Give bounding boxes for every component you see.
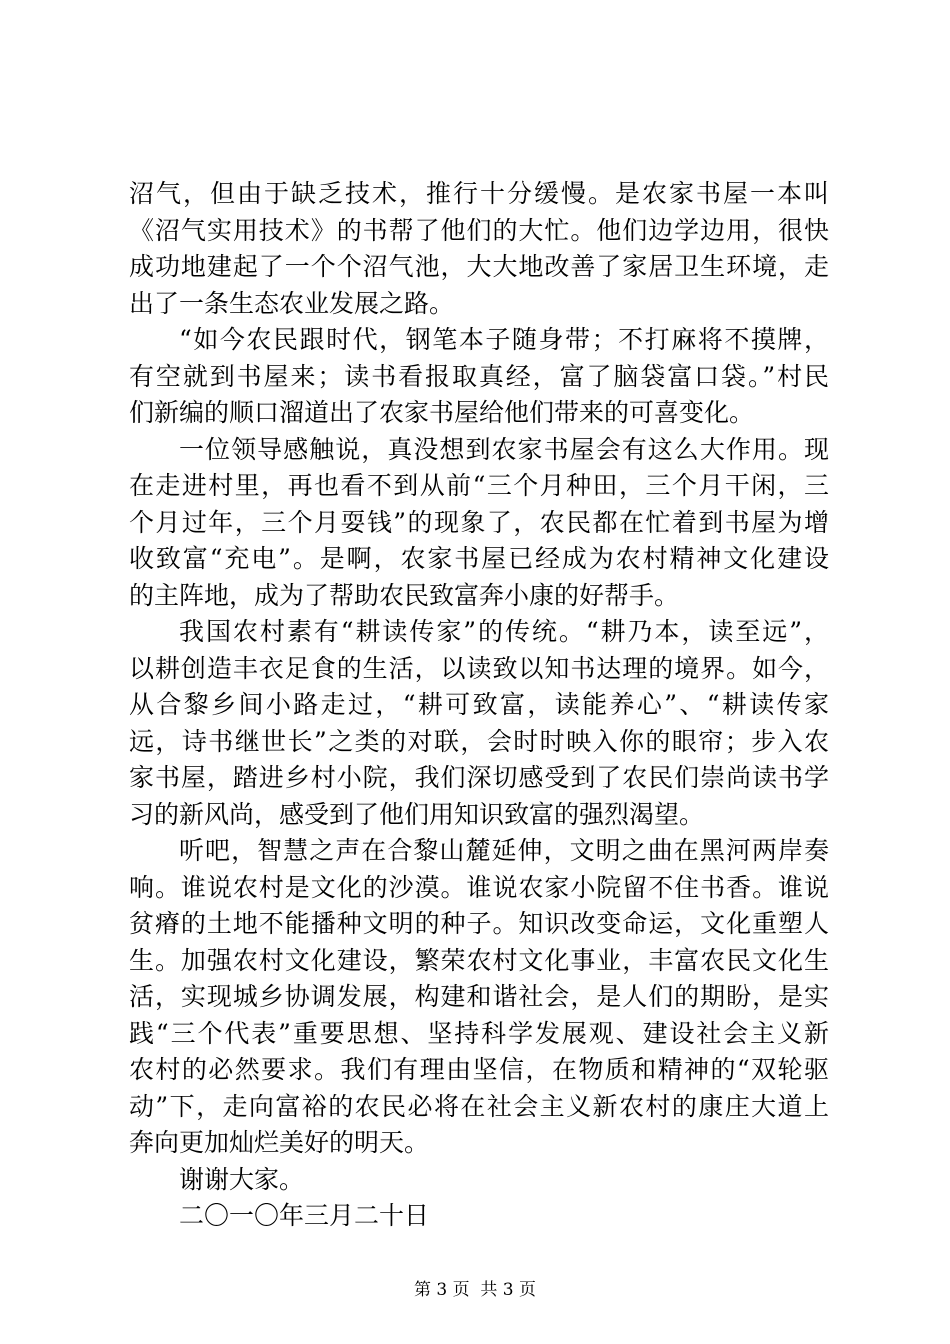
text-line: 贫瘠的土地不能播种文明的种子。知识改变命运，文化重塑人	[129, 909, 829, 938]
paragraph	[129, 1198, 829, 1235]
text-line: 习的新风尚，感受到了他们用知识致富的强烈渴望。	[129, 799, 705, 829]
text-line: 农村的必然要求。我们有理由坚信，在物质和精神的“双轮驱	[129, 1055, 829, 1084]
text-line: 《沼气实用技术》的书帮了他们的大忙。他们边学边用，很快	[129, 215, 829, 245]
text-line: 有空就到书屋来；读书看报取真经，富了脑袋富口袋。”村民	[129, 361, 829, 391]
paragraph	[129, 322, 829, 432]
document-body	[129, 176, 829, 1235]
page-footer: 第 3 页 共 3 页	[413, 1280, 537, 1300]
text-line: 远，诗书继世长”之类的对联，会时时映入你的眼帘；步入农	[129, 726, 829, 756]
text-line: 个月过年，三个月耍钱”的现象了，农民都在忙着到书屋为增	[129, 507, 829, 537]
text-line: 从合黎乡间小路走过，“耕可致富，读能养心”、“耕读传家	[129, 690, 829, 719]
text-line: “如今农民跟时代，钢笔本子随身带；不打麻将不摸牌，	[179, 325, 829, 354]
text-line: 一位领导感触说，真没想到农家书屋会有这么大作用。现	[179, 434, 829, 464]
text-line: 活，实现城乡协调发展，构建和谐社会，是人们的期盼，是实	[129, 982, 829, 1011]
text-line: 家书屋，踏进乡村小院，我们深切感受到了农民们崇尚读书学	[129, 763, 829, 792]
paragraph	[129, 614, 829, 833]
text-line: 奔向更加灿烂美好的明天。	[129, 1128, 430, 1157]
text-line: 谢谢大家。	[179, 1164, 305, 1194]
text-line: 的主阵地，成为了帮助农民致富奔小康的好帮手。	[129, 580, 680, 610]
text-line: 在走进村里，再也看不到从前“三个月种田，三个月干闲，三	[129, 471, 829, 500]
paragraph	[129, 833, 829, 1162]
paragraph	[129, 176, 829, 322]
text-line: 践“三个代表”重要思想、坚持科学发展观、建设社会主义新	[129, 1018, 829, 1048]
text-line: 沼气，但由于缺乏技术，推行十分缓慢。是农家书屋一本叫	[129, 179, 829, 208]
text-line: 响。谁说农村是文化的沙漠。谁说农家小院留不住书香。谁说	[129, 872, 829, 902]
text-line: 二〇一〇年三月二十日	[179, 1201, 430, 1230]
paragraph	[129, 1162, 829, 1199]
text-line: 听吧，智慧之声在合黎山麓延伸，文明之曲在黑河两岸奏	[179, 836, 829, 865]
text-line: 出了一条生态农业发展之路。	[129, 288, 455, 318]
text-line: 我国农村素有“耕读传家”的传统。“耕乃本，读至远”，	[179, 617, 829, 646]
text-line: 生。加强农村文化建设，繁荣农村文化事业，丰富农民文化生	[129, 945, 829, 975]
text-line: 成功地建起了一个个沼气池，大大地改善了家居卫生环境，走	[129, 252, 829, 281]
text-line: 以耕创造丰衣足食的生活，以读致以知书达理的境界。如今，	[129, 653, 829, 683]
text-line: 动”下，走向富裕的农民必将在社会主义新农村的康庄大道上	[129, 1091, 829, 1121]
text-line: 们新编的顺口溜道出了农家书屋给他们带来的可喜变化。	[129, 398, 755, 427]
paragraph	[129, 432, 829, 615]
text-line: 收致富“充电”。是啊，农家书屋已经成为农村精神文化建设	[129, 544, 829, 573]
